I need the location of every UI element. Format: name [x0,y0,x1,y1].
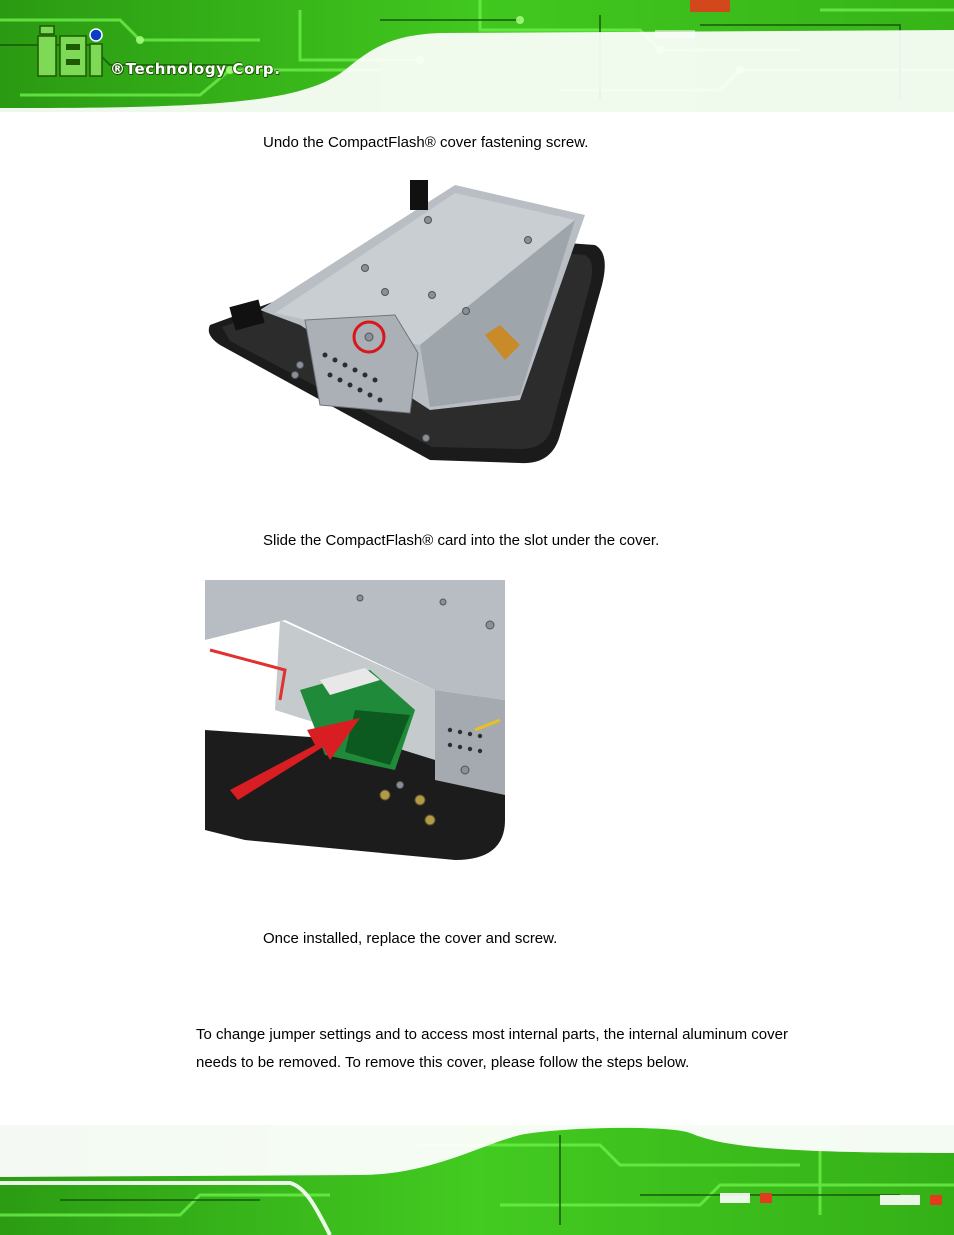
cf-cover-screw-photo [200,175,610,470]
company-logo-text: ®Technology Corp. [110,60,281,78]
pcb-footer-graphic [0,1125,954,1235]
pcb-header-graphic [0,0,954,112]
step-1-text: Undo the CompactFlash® cover fastening screw. [263,134,589,151]
step-2-text: Slide the CompactFlash® card into the slot under the cover. [263,532,660,549]
cf-card-insert-photo [205,580,505,860]
page-footer [0,1125,954,1235]
body-paragraph-line-1: To change jumper settings and to access most internal parts, the internal aluminum cover [196,1026,788,1043]
body-paragraph-line-2: needs to be removed. To remove this cover, please follow the steps below. [196,1054,690,1071]
page-header [0,0,954,112]
step-3-text: Once installed, replace the cover and screw. [263,930,558,947]
